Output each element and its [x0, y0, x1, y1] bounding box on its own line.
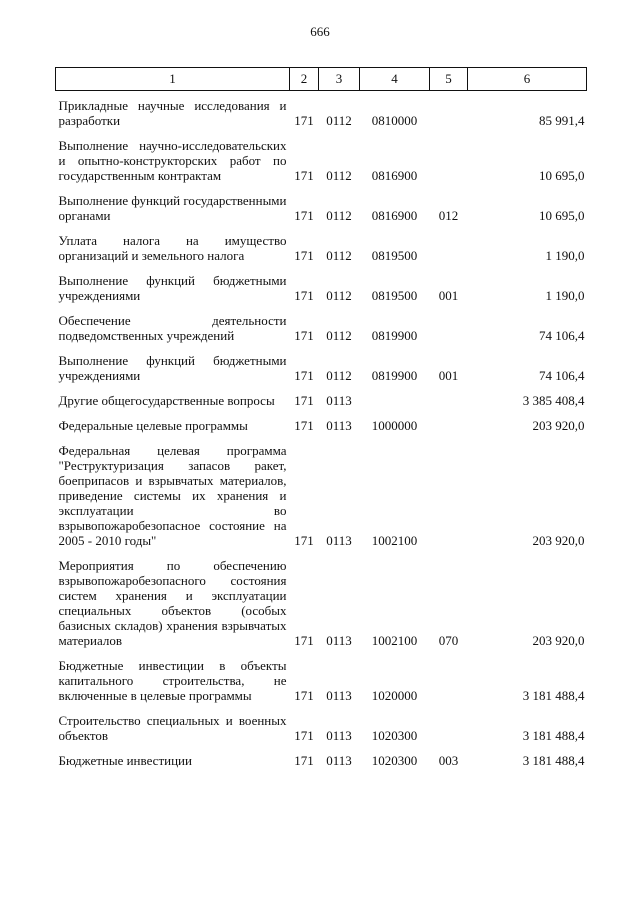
row-name: Бюджетные инвестиции — [58, 753, 192, 768]
row-amount: 85 991,4 — [539, 113, 585, 128]
row-name: Мероприятия по обеспечению взрывопожаробезопасного состояния систем хранения и эксплуатации специальных объектов (особых базисных складов) хранения взрывчатых материалов — [58, 558, 287, 648]
row-expense-type-code — [430, 651, 468, 706]
header-col-3: 3 — [319, 68, 360, 91]
row-department-code: 171 — [294, 288, 314, 303]
row-department-code: 171 — [294, 393, 314, 408]
row-expense-type-code — [430, 386, 468, 411]
row-section-code: 0112 — [326, 208, 352, 223]
row-target-article-code — [360, 386, 430, 411]
table-row — [56, 706, 587, 746]
row-department-code: 171 — [294, 728, 314, 743]
row-amount: 203 920,0 — [532, 633, 585, 648]
row-expense-type-code: 012 — [438, 208, 459, 223]
table-row — [56, 651, 587, 706]
row-department-code: 171 — [294, 633, 314, 648]
row-amount: 74 106,4 — [539, 368, 585, 383]
row-name: Выполнение функций государственными органами — [58, 193, 287, 223]
row-section-code: 0112 — [326, 248, 352, 263]
row-section-code: 0113 — [326, 728, 352, 743]
row-target-article-code: 0816900 — [371, 208, 418, 223]
row-target-article-code: 0816900 — [371, 168, 418, 183]
row-department-code: 171 — [294, 368, 314, 383]
row-expense-type-code — [430, 706, 468, 746]
row-expense-type-code: 001 — [438, 288, 459, 303]
row-section-code: 0112 — [326, 168, 352, 183]
row-department-code: 171 — [294, 168, 314, 183]
row-amount: 3 181 488,4 — [522, 728, 585, 743]
table-body — [56, 91, 587, 772]
table-row — [56, 746, 587, 771]
row-department-code: 171 — [294, 248, 314, 263]
row-expense-type-code — [430, 91, 468, 132]
header-col-1: 1 — [56, 68, 290, 91]
row-department-code: 171 — [294, 688, 314, 703]
row-section-code: 0113 — [326, 688, 352, 703]
row-section-code: 0113 — [326, 418, 352, 433]
header-col-2: 2 — [290, 68, 319, 91]
row-amount: 203 920,0 — [532, 418, 585, 433]
row-section-code: 0113 — [326, 753, 352, 768]
row-target-article-code: 1002100 — [371, 533, 418, 548]
row-target-article-code: 0819500 — [371, 288, 418, 303]
row-target-article-code: 1002100 — [371, 633, 418, 648]
row-target-article-code: 0819500 — [371, 248, 418, 263]
table-row — [56, 131, 587, 186]
table-row — [56, 551, 587, 651]
row-amount: 3 385 408,4 — [522, 393, 585, 408]
row-expense-type-code — [430, 436, 468, 551]
row-section-code: 0113 — [326, 393, 352, 408]
table-row — [56, 386, 587, 411]
row-expense-type-code: 003 — [438, 753, 459, 768]
row-target-article-code: 1020000 — [371, 688, 418, 703]
row-department-code: 171 — [294, 113, 314, 128]
table-row — [56, 226, 587, 266]
row-expense-type-code — [430, 131, 468, 186]
row-target-article-code: 0819900 — [371, 328, 418, 343]
row-section-code: 0112 — [326, 368, 352, 383]
row-department-code: 171 — [294, 753, 314, 768]
row-name: Прикладные научные исследования и разработки — [58, 98, 287, 128]
table-row — [56, 436, 587, 551]
row-amount: 203 920,0 — [532, 533, 585, 548]
table-row — [56, 266, 587, 306]
row-name: Обеспечение деятельности подведомственных учреждений — [58, 313, 287, 343]
row-department-code: 171 — [294, 533, 314, 548]
row-department-code: 171 — [294, 418, 314, 433]
row-name: Другие общегосударственные вопросы — [58, 393, 275, 408]
row-name: Уплата налога на имущество организаций и земельного налога — [58, 233, 287, 263]
row-expense-type-code — [430, 226, 468, 266]
row-amount: 1 190,0 — [545, 248, 585, 263]
row-target-article-code: 1000000 — [371, 418, 418, 433]
row-amount: 1 190,0 — [545, 288, 585, 303]
row-department-code: 171 — [294, 328, 314, 343]
row-name: Строительство специальных и военных объектов — [58, 713, 287, 743]
row-name: Бюджетные инвестиции в объекты капитального строительства, не включенные в целевые программы — [58, 658, 287, 703]
row-name: Федеральные целевые программы — [58, 418, 248, 433]
row-name: Выполнение функций бюджетными учреждениями — [58, 353, 287, 383]
table-row — [56, 306, 587, 346]
row-name: Федеральная целевая программа "Реструктуризация запасов ракет, боеприпасов и взрывчатых материалов, приведение системы их хранения и эксплуатации во взрывопожаробезопасное состояние на 2005 - 2010 годы" — [58, 443, 287, 548]
header-col-4: 4 — [360, 68, 430, 91]
row-expense-type-code: 070 — [438, 633, 459, 648]
page-number: 666 — [310, 24, 330, 39]
row-amount: 3 181 488,4 — [522, 753, 585, 768]
row-department-code: 171 — [294, 208, 314, 223]
row-section-code: 0113 — [326, 633, 352, 648]
table-header-row — [56, 68, 587, 91]
row-section-code: 0112 — [326, 288, 352, 303]
row-expense-type-code — [430, 306, 468, 346]
row-target-article-code: 0810000 — [371, 113, 418, 128]
row-amount: 74 106,4 — [539, 328, 585, 343]
table-row — [56, 186, 587, 226]
row-name: Выполнение функций бюджетными учреждениями — [58, 273, 287, 303]
table-row — [56, 411, 587, 436]
table-row — [56, 91, 587, 132]
row-amount: 3 181 488,4 — [522, 688, 585, 703]
row-amount: 10 695,0 — [539, 208, 585, 223]
row-amount: 10 695,0 — [539, 168, 585, 183]
row-section-code: 0112 — [326, 328, 352, 343]
header-col-5: 5 — [430, 68, 468, 91]
row-target-article-code: 1020300 — [371, 728, 418, 743]
table-row — [56, 346, 587, 386]
row-section-code: 0113 — [326, 533, 352, 548]
budget-table — [55, 67, 587, 771]
row-target-article-code: 0819900 — [371, 368, 418, 383]
row-name: Выполнение научно-исследовательских и опытно-конструкторских работ по государственным контрактам — [58, 138, 287, 183]
row-expense-type-code — [430, 411, 468, 436]
row-section-code: 0112 — [326, 113, 352, 128]
row-target-article-code: 1020300 — [371, 753, 418, 768]
row-expense-type-code: 001 — [438, 368, 459, 383]
header-col-6: 6 — [468, 68, 587, 91]
